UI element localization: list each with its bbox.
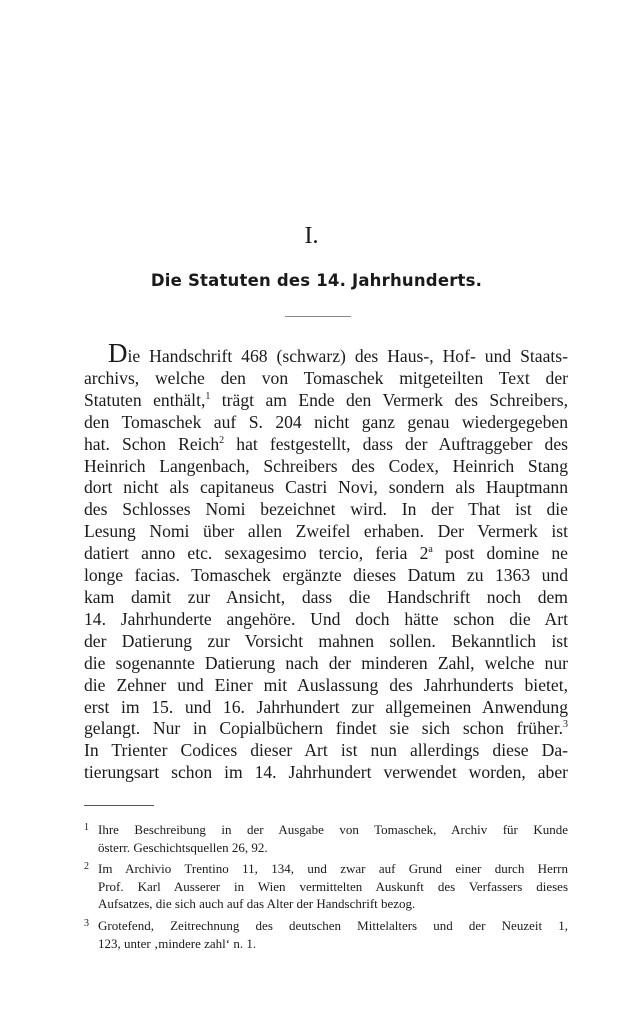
body-line: den Tomaschek auf S. 204 nicht ganz genau wiedergegeben [84,411,568,432]
footnote-number: 3 [84,917,89,929]
chapter-title: Die Statuten des 14. Jahrhunderts. [150,271,483,290]
body-line: tierungsart schon im 14. Jahrhundert verwendet worden, aber [84,762,568,783]
body-line: In Trienter Codices dieser Art ist nun allerdings diese Da- [84,740,568,761]
body-line: longe facias. Tomaschek ergänzte dieses Datum zu 1363 und [84,565,568,586]
body-line: die Zehner und Einer mit Auslassung des Jahrhunderts bietet, [84,674,568,695]
body-line: die sogenannte Datierung nach der minderen Zahl, welche nur [84,652,568,673]
chapter-number: I. [304,223,319,249]
body-line: Statuten enthält,$^1$ trägt am Ende den Vermerk des Schreibers, [84,389,568,410]
footnote-line: österr. Geschichtsquellen 26, 92. [98,839,268,855]
footnote-ref-3[interactable]: 3 [563,719,568,731]
body-line: dort nicht als capitaneus Castri Novi, sondern als Hauptmann [84,477,568,498]
title-divider [285,316,351,317]
footnote-line: Prof. Karl Ausserer in Wien vermittelten Auskunft des Verfassers dieses [98,878,568,894]
footnote-ref-1[interactable]: 1 [205,390,211,402]
footnote-line: Grotefend, Zeitrechnung des deutschen Mittelalters und der Neuzeit 1, [98,917,568,933]
footnote-number: 1 [84,822,89,833]
body-line: 14. Jahrhunderte angehöre. Und doch hätte schon die Art [84,608,568,629]
footnote-1 [84,821,568,856]
body-line: hat. Schon Reich$^2$ hat festgestellt, dass der Auftraggeber des [84,433,568,454]
body-paragraph [84,338,568,784]
body-line: kam damit zur Ansicht, dass die Handschrift noch dem [84,586,568,607]
footnote-divider [84,805,154,806]
footnote-line: 123, unter ‚mindere zahl‘ n. 1. [98,935,257,951]
footnote-3 [84,917,568,952]
footnotes [84,821,568,956]
body-line: datiert anno etc. sexagesimo tercio, feria 2$^a$ post domine ne [84,543,568,564]
footnote-number: 2 [84,861,89,873]
body-line: der Datierung zur Vorsicht mahnen sollen. Bekanntlich ist [84,630,568,651]
footnote-ref-2[interactable]: 2 [219,434,225,446]
footnote-line: Im Archivio Trentino 11, 134, und zwar auf Grund einer durch Herrn [98,861,568,877]
footnote-line: Aufsatzes, die sich auch auf das Alter der Handschrift bezog. [98,896,416,912]
body-line: Heinrich Langenbach, Schreibers des Codex, Heinrich Stang [84,455,568,476]
body-line: erst im 15. und 16. Jahrhundert zur allgemeinen Anwendung [84,696,568,717]
drop-cap: D [108,338,128,368]
superscript-a: a [428,544,433,556]
body-line: Die Handschrift 468 (schwarz) des Haus-, Hof- und Staats- [108,338,568,368]
body-line: Lesung Nomi über allen Zweifel erhaben. Der Vermerk ist [84,521,568,542]
body-line: gelangt. Nur in Copialbüchern findet sie sich schon früher.$^3$ [84,718,568,739]
footnote-2 [84,860,568,913]
footnote-line: Ihre Beschreibung in der Ausgabe von Tomaschek, Archiv für Kunde [98,822,568,837]
body-line: des Schlosses Nomi bezeichnet wird. In der That ist die [84,499,568,520]
body-line: archivs, welche den von Tomaschek mitgeteilten Text der [84,367,568,388]
